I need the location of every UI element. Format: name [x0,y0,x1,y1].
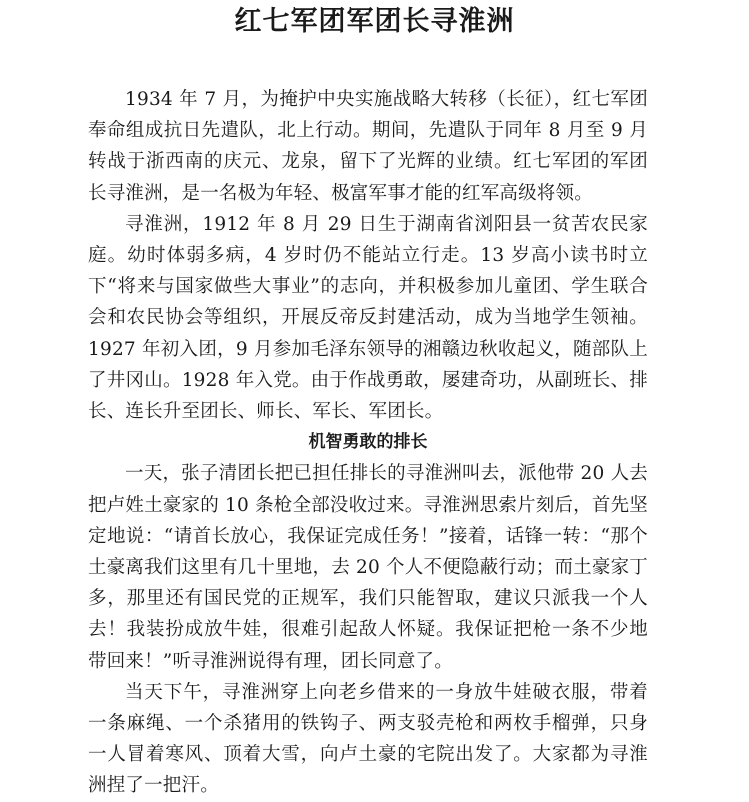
article-title: 红七军团军团长寻淮洲 [234,6,515,37]
article-body [88,84,648,802]
paragraph-biography: 寻淮洲，1912 年 8 月 29 日生于湖南省浏阳县一贫苦农民家庭。幼时体弱多病，4 岁时仍不能站立行走。13 岁高小读书时立下“将来与国家做些大事业”的志向，并积极参加儿童团、学生联合会和农民协会等组织，开展反帝反封建活动，成为当地学生领袖。1927 年初入团，9 月参加毛泽东领导的湘赣边秋收起义，随部队上了井冈山。1928 年入党。由于作战勇敢，屡建奇功，从副班长、排长、连长升至团长、师长、军长、军团长。 [88,213,648,423]
section-heading: 机智勇敢的排长 [308,432,428,453]
paragraph-mission: 一天，张子清团长把已担任排长的寻淮洲叫去，派他带 20 人去把卢姓土豪家的 10 条枪全部没收过来。寻淮洲思索片刻后，首先坚定地说：“请首长放心，我保证完成任务！”接着，话锋一转：“那个土豪离我们这里有几十里地，去 20 个人不便隐蔽行动；而土豪家丁多，那里还有国民党的正规军，我们只能智取，建议只派我一个人去！我装扮成放牛娃，很难引起敌人怀疑。我保证把枪一条不少地带回来！”听寻淮洲说得有理，团长同意了。 [88,463,648,672]
paragraph-departure: 当天下午，寻淮洲穿上向老乡借来的一身放牛娃破衣服，带着一条麻绳、一个杀猪用的铁钩子、两支驳壳枪和两枚手榴弹，只身一人冒着寒风、顶着大雪，向卢土豪的宅院出发了。大家都为寻淮洲捏了一把汗。 [88,681,648,797]
paragraph-intro: 1934 年 7 月，为掩护中央实施战略大转移（长征），红七军团奉命组成抗日先遣队，北上行动。期间，先遣队于同年 8 月至 9 月转战于浙西南的庆元、龙泉，留下了光辉的业绩。红七军团的军团长寻淮洲，是一名极为年轻、极富军事才能的红军高级将领。 [88,89,648,204]
